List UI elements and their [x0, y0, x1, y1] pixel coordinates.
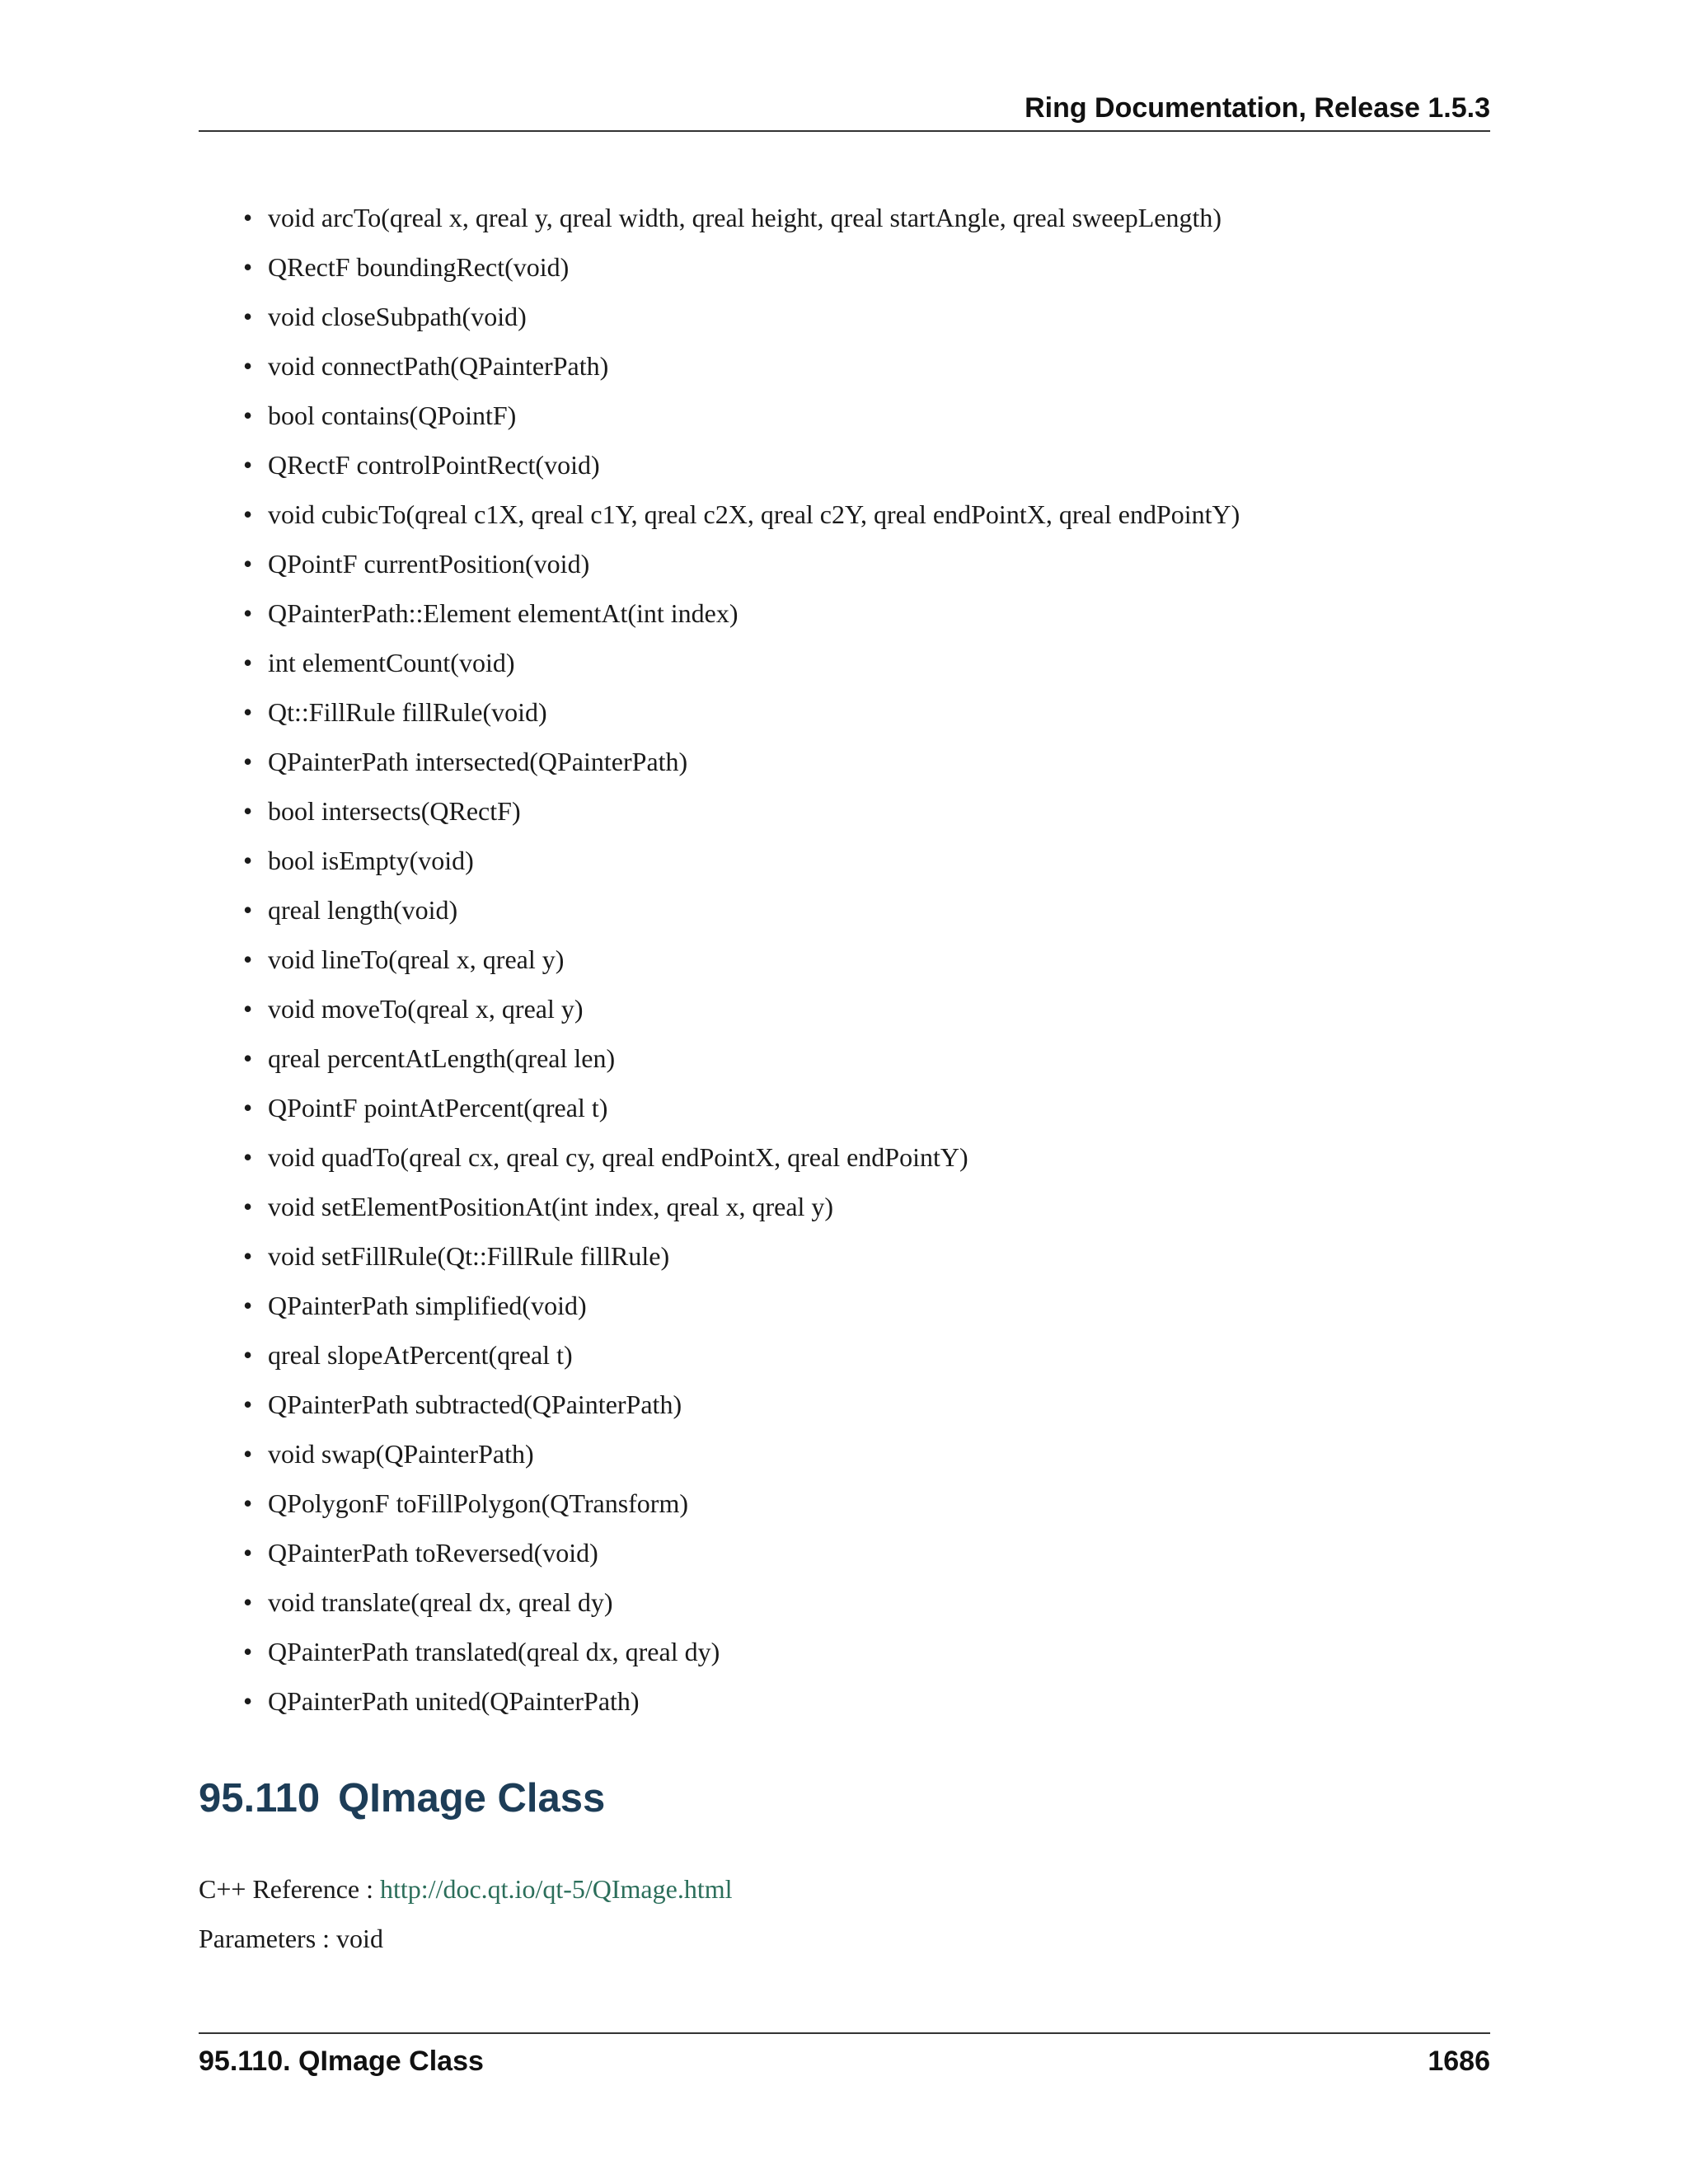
bullet-icon: •	[243, 648, 253, 677]
method-list-item	[243, 445, 1479, 494]
method-list-item	[243, 1137, 1479, 1187]
bullet-icon: •	[243, 1093, 253, 1122]
bullet-icon: •	[243, 1291, 253, 1320]
method-list-item	[243, 989, 1479, 1038]
section-number: 95.110	[199, 1776, 321, 1821]
method-list-item	[243, 1236, 1479, 1286]
method-list-item	[243, 1681, 1479, 1731]
bullet-icon: •	[243, 1390, 253, 1419]
method-list-item	[243, 346, 1479, 396]
method-signature: QPainterPath subtracted(QPainterPath)	[268, 1390, 682, 1419]
bullet-icon: •	[243, 1686, 253, 1716]
method-signature: qreal length(void)	[268, 895, 458, 925]
method-list-item	[243, 1533, 1479, 1582]
method-signature: void arcTo(qreal x, qreal y, qreal width, qreal height, qreal startAngle, qreal sweepLength)	[268, 203, 1221, 232]
bullet-icon: •	[243, 1488, 253, 1518]
running-footer	[199, 2032, 1490, 2083]
bullet-icon: •	[243, 203, 253, 232]
method-signature: int elementCount(void)	[268, 648, 515, 677]
method-signature: void swap(QPainterPath)	[268, 1439, 534, 1469]
bullet-icon: •	[243, 1340, 253, 1370]
method-signature: QRectF boundingRect(void)	[268, 252, 570, 282]
cpp-reference	[199, 1869, 733, 1909]
section-title: QImage Class	[338, 1776, 606, 1821]
bullet-icon: •	[243, 1538, 253, 1568]
method-signature: Qt::FillRule fillRule(void)	[268, 697, 547, 727]
method-signature: void cubicTo(qreal c1X, qreal c1Y, qreal c2X, qreal c2Y, qreal endPointX, qreal endPointY)	[268, 499, 1240, 529]
parameters-line: Parameters : void	[199, 1924, 383, 1953]
method-signature: QPainterPath intersected(QPainterPath)	[268, 747, 688, 776]
method-list-item	[243, 1582, 1479, 1632]
method-signature: QPointF currentPosition(void)	[268, 549, 590, 579]
bullet-icon: •	[243, 994, 253, 1024]
method-list-item	[243, 1385, 1479, 1434]
method-signature: QPainterPath toReversed(void)	[268, 1538, 598, 1568]
method-list-item	[243, 247, 1479, 297]
bullet-icon: •	[243, 944, 253, 974]
bullet-icon: •	[243, 302, 253, 331]
bullet-icon: •	[243, 1637, 253, 1666]
method-list-item	[243, 1434, 1479, 1483]
method-signature: QPainterPath simplified(void)	[268, 1291, 587, 1320]
method-signature: void quadTo(qreal cx, qreal cy, qreal endPointX, qreal endPointY)	[268, 1142, 968, 1172]
bullet-icon: •	[243, 1043, 253, 1073]
method-signature: void lineTo(qreal x, qreal y)	[268, 944, 565, 974]
bullet-icon: •	[243, 252, 253, 282]
method-signature: QPainterPath united(QPainterPath)	[268, 1686, 640, 1716]
page-number: 1686	[1428, 2046, 1490, 2077]
method-signature: qreal percentAtLength(qreal len)	[268, 1043, 616, 1073]
method-list-item	[243, 297, 1479, 346]
bullet-icon: •	[243, 1439, 253, 1469]
bullet-icon: •	[243, 1142, 253, 1172]
method-list-item	[243, 494, 1479, 544]
method-list-item	[243, 692, 1479, 742]
method-list-item	[243, 1483, 1479, 1533]
method-list-item	[243, 1088, 1479, 1137]
bullet-icon: •	[243, 401, 253, 430]
bullet-icon: •	[243, 895, 253, 925]
method-list-item	[243, 396, 1479, 445]
method-list-item	[243, 643, 1479, 692]
bullet-icon: •	[243, 499, 253, 529]
method-signature: void translate(qreal dx, qreal dy)	[268, 1587, 613, 1617]
bullet-icon: •	[243, 846, 253, 875]
reference-label: C++ Reference :	[199, 1874, 380, 1904]
bullet-icon: •	[243, 450, 253, 480]
bullet-icon: •	[243, 1241, 253, 1271]
header-title: Ring Documentation, Release 1.5.3	[1025, 92, 1490, 124]
method-list-item	[243, 890, 1479, 940]
method-list-item	[243, 1632, 1479, 1681]
method-list-item	[243, 1286, 1479, 1335]
method-list-item	[243, 742, 1479, 791]
bullet-icon: •	[243, 747, 253, 776]
running-header	[199, 91, 1490, 132]
method-list-item	[243, 940, 1479, 989]
section-heading	[199, 1772, 605, 1825]
method-list-item	[243, 198, 1479, 247]
bullet-icon: •	[243, 1192, 253, 1221]
method-list-item	[243, 791, 1479, 841]
method-signature: bool isEmpty(void)	[268, 846, 474, 875]
bullet-icon: •	[243, 549, 253, 579]
method-list-item	[243, 544, 1479, 593]
method-signature: qreal slopeAtPercent(qreal t)	[268, 1340, 573, 1370]
method-signature: void setElementPositionAt(int index, qreal x, qreal y)	[268, 1192, 834, 1221]
method-signature: bool contains(QPointF)	[268, 401, 517, 430]
method-signature: bool intersects(QRectF)	[268, 796, 521, 826]
method-list-item	[243, 841, 1479, 890]
bullet-icon: •	[243, 351, 253, 381]
bullet-icon: •	[243, 697, 253, 727]
method-list-item	[243, 1187, 1479, 1236]
method-signature: void setFillRule(Qt::FillRule fillRule)	[268, 1241, 670, 1271]
method-list-item	[243, 1038, 1479, 1088]
method-signature: void connectPath(QPainterPath)	[268, 351, 609, 381]
bullet-icon: •	[243, 796, 253, 826]
method-list-item	[243, 593, 1479, 643]
reference-link[interactable]: http://doc.qt.io/qt-5/QImage.html	[380, 1874, 733, 1904]
method-signature: void moveTo(qreal x, qreal y)	[268, 994, 584, 1024]
bullet-icon: •	[243, 1587, 253, 1617]
method-signature: QPainterPath translated(qreal dx, qreal dy)	[268, 1637, 720, 1666]
footer-section-label: 95.110. QImage Class	[199, 2046, 484, 2077]
bullet-icon: •	[243, 598, 253, 628]
method-signature: QPointF pointAtPercent(qreal t)	[268, 1093, 608, 1122]
method-signature: QPainterPath::Element elementAt(int index)	[268, 598, 738, 628]
method-signature: QRectF controlPointRect(void)	[268, 450, 600, 480]
method-signature: void closeSubpath(void)	[268, 302, 527, 331]
method-signature: QPolygonF toFillPolygon(QTransform)	[268, 1488, 688, 1518]
method-list-item	[243, 1335, 1479, 1385]
method-list	[243, 198, 1479, 1731]
